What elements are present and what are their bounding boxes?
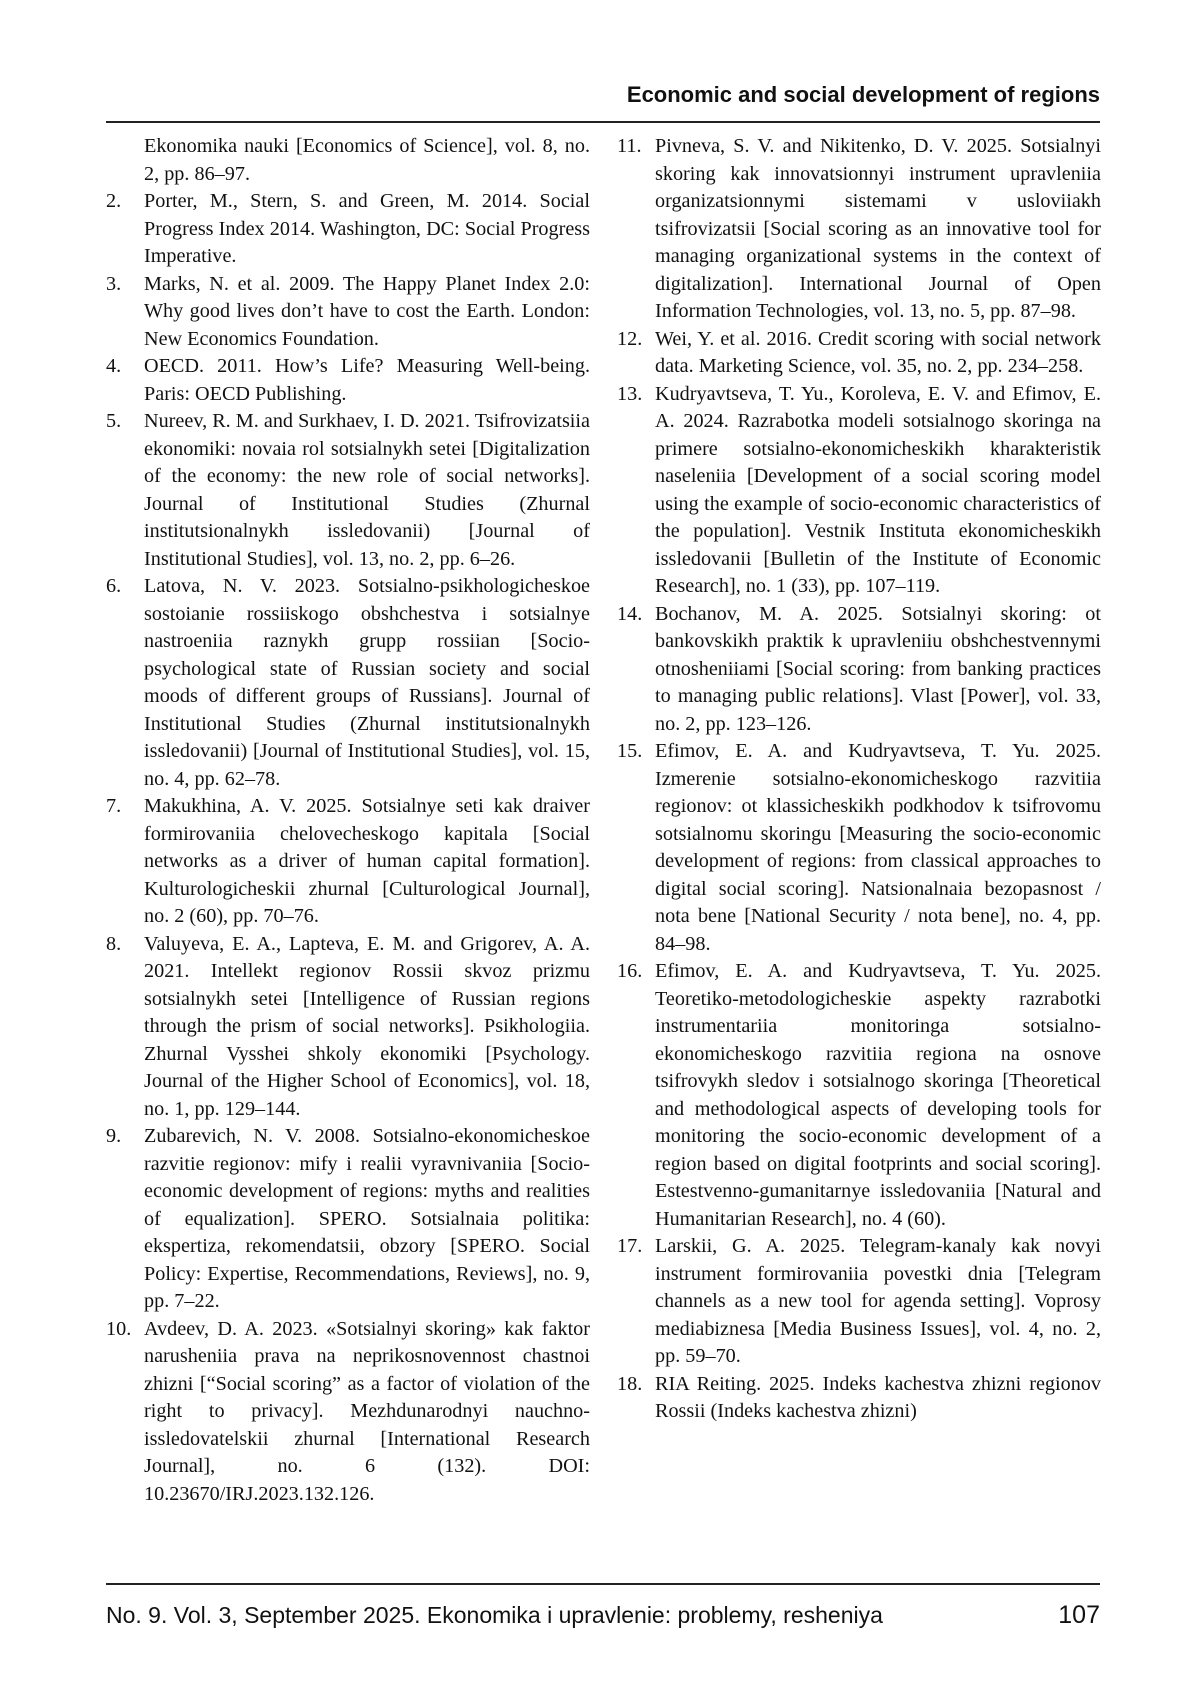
reference-item bbox=[617, 1233, 1101, 1371]
left-column bbox=[106, 133, 590, 1508]
reference-item bbox=[106, 188, 590, 271]
reference-text: Nureev, R. M. and Surkhaev, I. D. 2021. Tsifrovizatsiia ekonomiki: novaia rol sotsialnykh setei [Digitalization of the economy: the new role of social networks]. Journal of Institutional Studies (Zhurnal institutsionalnykh issledovanii) [Journal of Institutional Studies], vol. 13, no. 2, pp. 6–26. bbox=[144, 410, 590, 570]
running-header: Economic and social development of regions bbox=[626, 82, 1100, 107]
reference-text: Efimov, E. A. and Kudryavtseva, T. Yu. 2025. Teoretiko-metodologicheskie aspekty razrabotki instrumentariia monitoringa sotsialno-ekonomicheskogo razvitiia regiona na osnove tsifrovykh sledov i sotsialnogo skoringa [Theoretical and methodological aspects of developing tools for monitoring the socio-economic development of a region based on digital footprints and social scoring]. Estestvenno-gumanitarnye issledovaniia [Natural and Humanitarian Research], no. 4 (60). bbox=[655, 960, 1101, 1230]
reference-number: 4. bbox=[106, 355, 122, 377]
reference-continuation: Ekonomika nauki [Economics of Science], vol. 8, no. 2, pp. 86–97. bbox=[144, 135, 590, 185]
reference-item bbox=[106, 573, 590, 793]
reference-number: 8. bbox=[106, 932, 122, 955]
reference-item bbox=[617, 601, 1101, 739]
reference-item bbox=[106, 1316, 590, 1509]
reference-item bbox=[106, 271, 590, 354]
reference-number: 3. bbox=[106, 272, 122, 295]
reference-number: 14. bbox=[617, 602, 643, 625]
reference-text: Valuyeva, E. A., Lapteva, E. M. and Grigorev, A. A. 2021. Intellekt regionov Rossii skvoz prizmu sotsialnykh setei [Intelligence of Russian regions through the prism of social networks]. Psikhologiia. Zhurnal Vysshei shkoly ekonomiki [Psychology. Journal of the Higher School of Economics], vol. 18, no. 1, pp. 129–144. bbox=[144, 932, 590, 1120]
reference-text: RIA Reiting. 2025. Indeks kachestva zhizni regionov Rossii (Indeks kachestva zhizni) bbox=[655, 1372, 1101, 1422]
reference-number: 13. bbox=[617, 382, 643, 405]
reference-text: Bochanov, M. A. 2025. Sotsialnyi skoring: ot bankovskikh praktik k upravleniiu obshchestvennymi otnosheniiami [Social scoring: from banking practices to managing public relations]. Vlast [Power], vol. 33, no. 2, pp. 123–126. bbox=[655, 602, 1101, 735]
reference-number: 5. bbox=[106, 410, 122, 432]
reference-number: 18. bbox=[617, 1372, 643, 1395]
reference-item bbox=[106, 1123, 590, 1316]
reference-number: 7. bbox=[106, 795, 122, 817]
reference-text: Marks, N. et al. 2009. The Happy Planet Index 2.0: Why good lives don’t have to cost the Earth. London: New Economics Foundation. bbox=[144, 272, 590, 350]
reference-text: Wei, Y. et al. 2016. Credit scoring with social network data. Marketing Science, vol. 35, no. 2, pp. 234–258. bbox=[655, 327, 1101, 377]
reference-item bbox=[106, 793, 590, 931]
reference-item bbox=[106, 931, 590, 1124]
reference-text: OECD. 2011. How’s Life? Measuring Well-being. Paris: OECD Publishing. bbox=[144, 355, 590, 405]
reference-item bbox=[617, 738, 1101, 958]
reference-number: 10. bbox=[106, 1317, 132, 1340]
right-column bbox=[617, 133, 1101, 1426]
reference-text: Zubarevich, N. V. 2008. Sotsialno-ekonomicheskoe razvitie regionov: mify i realii vyravnivaniia [Socio-economic development of regions: myths and realities of equalization]. SPERO. Sotsialnaia politika: ekspertiza, rekomendatsii, obzory [SPERO. Social Policy: Expertise, Recommendations, Reviews], no. 9, pp. 7–22. bbox=[144, 1125, 590, 1312]
header-rule bbox=[106, 121, 1100, 123]
footer-rule bbox=[106, 1583, 1100, 1585]
reference-text: Larskii, G. A. 2025. Telegram-kanaly kak novyi instrument formirovaniia povestki dnia [Telegram channels as a new tool for agenda setting]. Voprosy mediabiznesa [Media Business Issues], vol. 4, no. 2, pp. 59–70. bbox=[655, 1235, 1101, 1367]
reference-item bbox=[617, 381, 1101, 601]
reference-number: 17. bbox=[617, 1235, 643, 1257]
reference-number: 15. bbox=[617, 740, 643, 762]
reference-item bbox=[106, 353, 590, 408]
reference-item bbox=[617, 326, 1101, 381]
reference-text: Avdeev, D. A. 2023. «Sotsialnyi skoring» kak faktor narusheniia prava na neprikosnovennost chastnoi zhizni [“Social scoring” as a factor of violation of the right to privacy]. Mezhdunarodnyi nauchno-issledovatelskii zhurnal [International Research Journal], no. 6 (132). DOI: 10.23670/IRJ.2023.132.126. bbox=[144, 1317, 590, 1505]
reference-text: Pivneva, S. V. and Nikitenko, D. V. 2025. Sotsialnyi skoring kak innovatsionnyi instrument upravleniia organizatsionnymi sistemami v usloviiakh tsifrovizatsii [Social scoring as an innovative tool for managing organizational systems in the context of digitalization]. International Journal of Open Information Technologies, vol. 13, no. 5, pp. 87–98. bbox=[655, 135, 1101, 322]
page-number: 107 bbox=[1058, 1601, 1100, 1629]
journal-citation: No. 9. Vol. 3, September 2025. Ekonomika i upravlenie: problemy, resheniya bbox=[106, 1602, 883, 1628]
reference-text: Efimov, E. A. and Kudryavtseva, T. Yu. 2025. Izmerenie sotsialno-ekonomicheskogo razvitiia regionov: ot klassicheskikh podkhodov k tsifrovomu sotsialnomu skoringu [Measuring the socio-economic development of regions: from classical approaches to digital social scoring]. Natsionalnaia bezopasnost / nota bene [National Security / nota bene], no. 4, pp. 84–98. bbox=[655, 740, 1101, 955]
reference-number: 9. bbox=[106, 1125, 122, 1147]
reference-item bbox=[617, 133, 1101, 326]
reference-item bbox=[617, 958, 1101, 1233]
reference-number: 2. bbox=[106, 190, 122, 212]
reference-number: 12. bbox=[617, 327, 643, 350]
reference-number: 6. bbox=[106, 575, 122, 597]
footer bbox=[106, 1600, 1100, 1630]
reference-item bbox=[617, 1371, 1101, 1426]
reference-number: 11. bbox=[617, 135, 642, 157]
reference-item bbox=[106, 408, 590, 573]
reference-text: Makukhina, A. V. 2025. Sotsialnye seti kak draiver formirovaniia chelovecheskogo kapitala [Social networks as a driver of human capital formation]. Kulturologicheskii zhurnal [Culturological Journal], no. 2 (60), pp. 70–76. bbox=[144, 795, 590, 927]
reference-text: Kudryavtseva, T. Yu., Koroleva, E. V. and Efimov, E. A. 2024. Razrabotka modeli sotsialnogo skoringa na primere sotsialno-ekonomicheskikh kharakteristik naseleniia [Development of a social scoring model using the example of socio-economic characteristics of the population]. Vestnik Instituta ekonomicheskikh issledovanii [Bulletin of the Institute of Economic Research], no. 1 (33), pp. 107–119. bbox=[655, 382, 1101, 597]
reference-number: 16. bbox=[617, 960, 643, 982]
reference-text: Porter, M., Stern, S. and Green, M. 2014. Social Progress Index 2014. Washington, DC: Social Progress Imperative. bbox=[144, 190, 590, 267]
reference-text: Latova, N. V. 2023. Sotsialno-psikhologicheskoe sostoianie rossiiskogo obshchestva i sotsialnye nastroeniia raznykh grupp rossiian [Socio-psychological state of Russian society and social moods of different groups of Russians]. Journal of Institutional Studies (Zhurnal institutsionalnykh issledovanii) [Journal of Institutional Studies], vol. 15, no. 4, pp. 62–78. bbox=[144, 575, 590, 790]
